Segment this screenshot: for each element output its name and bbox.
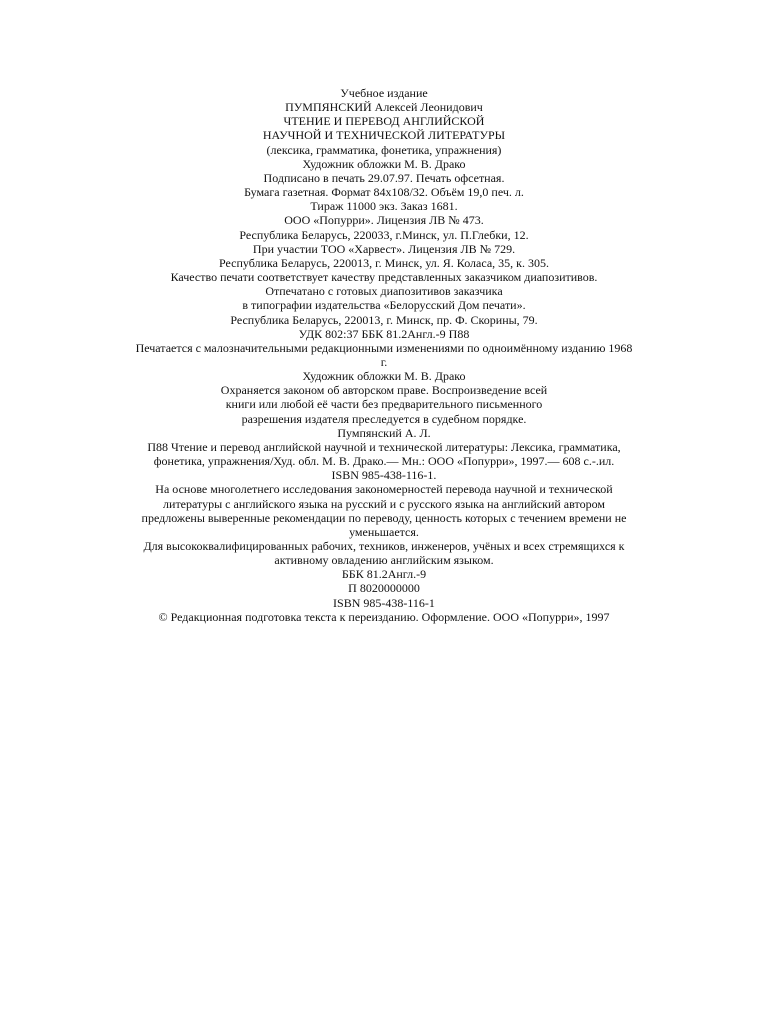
isbn-repeat: ISBN 985-438-116-1: [333, 595, 435, 610]
audience-line-1: Для высококвалифицированных рабочих, техников, инженеров, учёных и всех стремящихся к: [143, 539, 625, 553]
colophon-block: [108, 86, 660, 624]
printer-address: Республика Беларусь, 220013, г. Минск, пр. Ф. Скорины, 79.: [230, 312, 538, 327]
publisher-address: Республика Беларусь, 220033, г.Минск, ул. П.Глебки, 12.: [239, 227, 529, 242]
printed-from-line-1: Отпечатано с готовых диапозитивов заказчика: [265, 284, 503, 299]
audience-line-2: активному овладению английским языком.: [274, 553, 494, 568]
paper-format: Бумага газетная. Формат 84х108/32. Объём 19,0 печ. л.: [244, 185, 524, 200]
isbn-line: ISBN 985-438-116-1.: [331, 468, 437, 483]
bbk-code: ББК 81.2Англ.-9: [341, 567, 427, 582]
harvest-address: Республика Беларусь, 220013, г. Минск, ул. Я. Коласа, 35, к. 305.: [219, 255, 549, 270]
subtitle: (лексика, грамматика, фонетика, упражнения): [266, 142, 502, 157]
citation-line-1: П88 Чтение и перевод английской научной и технической литературы: Лексика, грамматика,: [147, 439, 621, 454]
p-code: П 8020000000: [348, 581, 420, 596]
abstract-line-1: На основе многолетнего исследования закономерностей перевода научной и технической: [155, 482, 613, 497]
title-line-1: ЧТЕНИЕ И ПЕРЕВОД АНГЛИЙСКОЙ: [283, 114, 485, 129]
signed-to-print: Подписано в печать 29.07.97. Печать офсетная.: [263, 170, 505, 185]
copyright-law-line-1: Охраняется законом об авторском праве. Воспроизведение всей: [220, 383, 548, 398]
udk-bbk-codes: УДК 802:37 ББК 81.2Англ.-9 П88: [298, 326, 470, 341]
reprint-note-line-1: Печатается с малозначительными редакционными изменениями по одноимённому изданию 1968: [135, 340, 633, 355]
copyright-law-line-3: разрешения издателя преследуется в судебном порядке.: [241, 411, 527, 426]
copyright-law-line-2: книги или любой её части без предварительного письменного: [225, 397, 543, 412]
participation-note: При участии ТОО «Харвест». Лицензия ЛВ № 729.: [252, 241, 516, 256]
author-short-name: Пумпянский А. Л.: [337, 425, 431, 440]
author-full-name: ПУМПЯНСКИЙ Алексей Леонидович: [285, 100, 483, 115]
print-run: Тираж 11000 экз. Заказ 1681.: [310, 199, 458, 214]
abstract-line-2: литературы с английского языка на русский и с русского языка на английский автором: [163, 496, 605, 511]
edition-type: Учебное издание: [340, 86, 428, 100]
abstract-line-4: уменьшается.: [349, 524, 419, 539]
citation-line-2: фонетика, упражнения/Худ. обл. М. В. Драко.— Мн.: ООО «Попурри», 1997.— 608 с.-.ил.: [153, 454, 615, 469]
cover-artist: Художник обложки М. В. Драко: [302, 156, 466, 171]
reprint-note-line-2: г.: [380, 354, 388, 369]
print-quality-note: Качество печати соответствует качеству представленных заказчиком диапозитивов.: [170, 270, 598, 285]
printed-from-line-2: в типографии издательства «Белорусский Дом печати».: [242, 298, 526, 313]
copyright-notice: © Редакционная подготовка текста к переизданию. Оформление. ООО «Попурри», 1997: [158, 609, 610, 624]
cover-artist-repeat: Художник обложки М. В. Драко: [302, 369, 466, 384]
title-line-2: НАУЧНОЙ И ТЕХНИЧЕСКОЙ ЛИТЕРАТУРЫ: [262, 128, 506, 143]
abstract-line-3: предложены выверенные рекомендации по переводу, ценность которых с течением времени не: [141, 510, 627, 525]
publisher-license: ООО «Попурри». Лицензия ЛВ № 473.: [284, 213, 484, 228]
